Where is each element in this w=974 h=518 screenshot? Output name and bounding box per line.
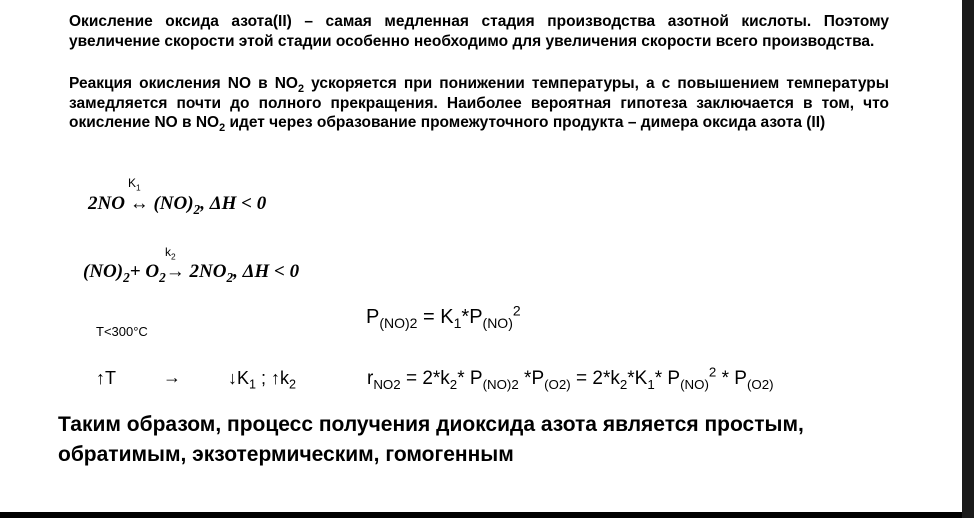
equation-tail: , ΔH < 0 <box>200 193 267 214</box>
subscript: NO2 <box>373 376 401 392</box>
expr-text: * P <box>654 368 681 389</box>
trend-text: ; ↑k <box>256 368 290 388</box>
subscript: 2 <box>171 251 176 262</box>
hypothesis-paragraph <box>69 74 889 133</box>
trend-constants <box>228 368 297 392</box>
equation-text: 2NO ↔ (NO) <box>88 193 194 214</box>
equilibrium-pressure-expression <box>366 302 521 331</box>
subscript: 1 <box>647 376 655 392</box>
trend-temperature: ↑T <box>96 368 116 388</box>
expr-text: P <box>366 306 380 328</box>
equation-text: + O <box>129 261 160 282</box>
equation-oxidation <box>83 261 299 283</box>
hypothesis-text-b: ускоряется при понижении температуры, а с повышением температуры замедляется почти до полного прекращения. Наиболее вероятная гипотеза заключается в том, что окисление NO в NO <box>69 75 889 131</box>
expr-text: = 2*k <box>570 368 620 389</box>
subscript: (NO) <box>482 315 513 331</box>
expr-text: *P <box>518 368 545 389</box>
subscript: 2 <box>226 269 234 285</box>
subscript: 1 <box>136 182 141 193</box>
hypothesis-text-c: идет через образование промежуточного продукта – димера оксида азота (II) <box>225 114 826 131</box>
expr-text: r <box>367 368 374 389</box>
equation-dimerization <box>88 193 266 215</box>
superscript: 2 <box>512 302 521 319</box>
intro-text: Окисление оксида азота(II) – самая медленная стадия производства азотной кислоты. Поэтому увеличение скорости этой стадии особенно необходимо для увеличения скорости всего производства. <box>69 13 889 50</box>
subscript: 1 <box>453 315 462 331</box>
hypothesis-text-a: Реакция окисления NO в NO <box>69 75 298 92</box>
conclusion-paragraph: Таким образом, процесс получения диоксида азота является простым, обратимым, экзотермическим, гомогенным <box>58 413 804 466</box>
subscript: 2 <box>159 269 166 285</box>
equation-tail: , ΔH < 0 <box>233 261 300 282</box>
expr-text: = K <box>417 306 454 328</box>
subscript: 1 <box>249 377 257 392</box>
page-edge-shadow <box>962 0 974 518</box>
subscript: (NO)2 <box>482 376 519 392</box>
equation-text: → 2NO <box>165 261 227 282</box>
expr-text: *K <box>627 368 648 389</box>
expr-text: * P <box>457 368 483 389</box>
trend-arrow-icon: → <box>163 367 181 387</box>
subscript: 2 <box>219 122 226 135</box>
k-letter: K <box>128 176 137 190</box>
subscript: (O2) <box>544 376 571 392</box>
trend-text: ↓K <box>228 368 250 388</box>
subscript: (O2) <box>746 376 774 392</box>
k-letter: k <box>165 245 171 259</box>
subscript: 2 <box>289 377 297 392</box>
rate-expression <box>367 364 774 392</box>
temperature-condition: T<300°C <box>96 324 148 339</box>
rate-constant-k2-label <box>165 245 176 262</box>
subscript: (NO)2 <box>379 315 418 331</box>
subscript: 2 <box>298 83 305 96</box>
expr-text: * P <box>716 368 747 389</box>
equation-text: (NO) <box>83 261 124 282</box>
subscript: 2 <box>123 269 130 285</box>
superscript: 2 <box>708 364 717 380</box>
subscript: (NO) <box>680 376 709 392</box>
subscript: 2 <box>449 376 458 392</box>
expr-text: *P <box>461 306 483 328</box>
expr-text: = 2*k <box>400 368 450 389</box>
rate-constant-k1-label <box>128 176 141 193</box>
subscript: 2 <box>193 201 201 217</box>
subscript: 2 <box>619 376 628 392</box>
intro-paragraph <box>69 12 889 51</box>
